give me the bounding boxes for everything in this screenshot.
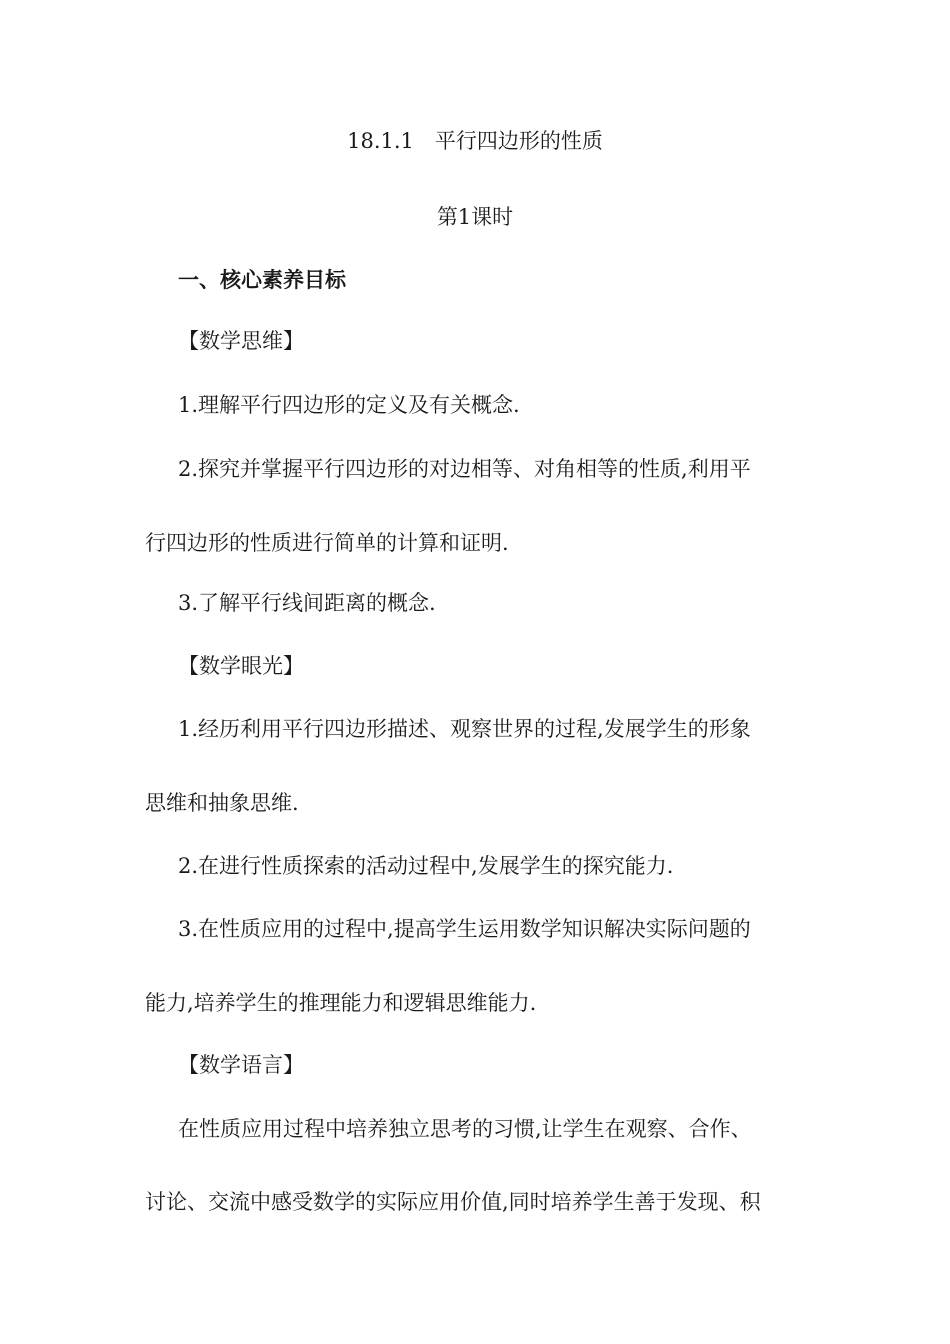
label-math-language: 【数学语言】: [178, 1053, 304, 1077]
thinking-item-3: 3.了解平行线间距离的概念.: [178, 591, 436, 615]
vision-item-3-line-1: 3.在性质应用的过程中,提高学生运用数学知识解决实际问题的: [178, 917, 751, 941]
language-paragraph-line-1: 在性质应用过程中培养独立思考的习惯,让学生在观察、合作、: [178, 1117, 752, 1141]
lesson-title: 18.1.1 平行四边形的性质: [347, 129, 603, 153]
label-math-thinking: 【数学思维】: [178, 329, 304, 353]
vision-item-2: 2.在进行性质探索的活动过程中,发展学生的探究能力.: [178, 854, 674, 878]
vision-item-1-line-2: 思维和抽象思维.: [145, 791, 299, 815]
lesson-subtitle: 第1课时: [436, 205, 514, 229]
thinking-item-1: 1.理解平行四边形的定义及有关概念.: [178, 393, 520, 417]
language-paragraph-line-2: 讨论、交流中感受数学的实际应用价值,同时培养学生善于发现、积: [145, 1190, 761, 1214]
thinking-item-2-line-1: 2.探究并掌握平行四边形的对边相等、对角相等的性质,利用平: [178, 457, 751, 481]
label-math-vision: 【数学眼光】: [178, 654, 304, 678]
vision-item-3-line-2: 能力,培养学生的推理能力和逻辑思维能力.: [145, 991, 537, 1015]
vision-item-1-line-1: 1.经历利用平行四边形描述、观察世界的过程,发展学生的形象: [178, 717, 751, 741]
thinking-item-2-line-2: 行四边形的性质进行简单的计算和证明.: [145, 531, 509, 555]
section-heading-core-goals: 一、核心素养目标: [178, 268, 346, 292]
